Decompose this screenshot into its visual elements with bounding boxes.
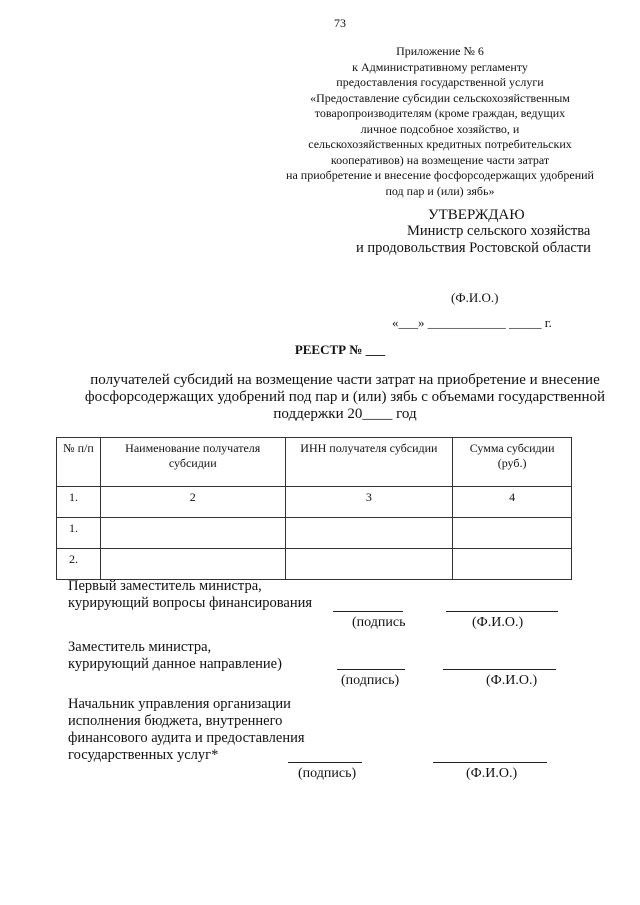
table-cell [285,518,453,549]
signature-line [333,611,403,612]
signatory-3-title: финансового аудита и предоставления [68,730,305,746]
page-number: 73 [334,16,346,30]
signatory-3-title: исполнения бюджета, внутреннего [68,713,283,729]
appendix-line: под пар и (или) зябь» [385,183,495,198]
appendix-header [270,44,610,199]
header-amount: Сумма субсидии (руб.) [453,438,572,487]
fio-line [443,669,556,670]
signatory-1-title: Первый заместитель министра, [68,578,262,594]
fio-line [433,762,547,763]
signatory-3-title: Начальник управления организации [68,696,291,712]
approval-organization: и продовольствия Ростовской области [356,240,591,256]
fio-caption: (Ф.И.О.) [486,673,538,688]
appendix-line: сельскохозяйственных кредитных потребительских [308,137,572,151]
table-cell: 2 [100,487,285,518]
fio-caption: (Ф.И.О.) [466,766,518,781]
table-cell [100,518,285,549]
table-row [57,518,572,549]
signatory-2-title: курирующий данное направление) [68,656,282,672]
signature-line [288,762,362,763]
appendix-line: предоставления государственной услуги [336,75,544,89]
table-cell: 2. [57,549,101,580]
header-inn: ИНН получателя субсидии [285,438,453,487]
appendix-line: кооперативов) на возмещение части затрат [330,152,550,167]
appendix-line: к Административному регламенту [352,59,528,74]
table-row [57,549,572,580]
register-table [56,437,572,580]
signatory-2-title: Заместитель министра, [68,639,212,655]
table-cell [285,549,453,580]
appendix-line: Приложение № 6 [396,44,484,58]
appendix-line: товаропроизводителям (кроме граждан, ведущих [314,106,566,120]
approval-title: УТВЕРЖДАЮ [428,207,525,223]
signatory-1-title: курирующий вопросы финансирования [68,595,313,611]
signatory-3-title: государственных услуг* [68,747,219,763]
appendix-line: личное подсобное хозяйство, и [360,121,520,136]
register-title: РЕЕСТР № ___ [294,342,386,357]
table-numbering-row [57,487,572,518]
table-cell: 4 [453,487,572,518]
table-cell: 1. [57,487,101,518]
table-cell: 3 [285,487,453,518]
approval-position: Министр сельского хозяйства [407,223,591,239]
signature-line [337,669,405,670]
table-cell [453,518,572,549]
header-recipient-name: Наименование получателя субсидии [100,438,285,487]
fio-caption: (Ф.И.О.) [472,615,524,630]
register-purpose: получателей субсидий на возмещение части затрат на приобретение и внесение фосфорсодержащих удобрений под пар и (или) зябь с объемами государственной поддержки 20____ год [84,372,606,422]
signature-caption: (подпись [352,615,406,630]
table-header-row [57,438,572,487]
fio-line [446,611,558,612]
approval-fio-label: (Ф.И.О.) [451,290,499,305]
signature-caption: (подпись) [341,673,400,688]
table-cell [453,549,572,580]
table-cell: 1. [57,518,101,549]
appendix-line: на приобретение и внесение фосфорсодержащих удобрений [286,168,594,182]
approval-date-line: «___» ____________ _____ г. [392,315,552,330]
appendix-line: «Предоставление субсидии сельскохозяйственным [310,90,570,105]
header-number: № п/п [57,438,101,487]
table-cell [100,549,285,580]
signature-caption: (подпись) [298,766,357,781]
